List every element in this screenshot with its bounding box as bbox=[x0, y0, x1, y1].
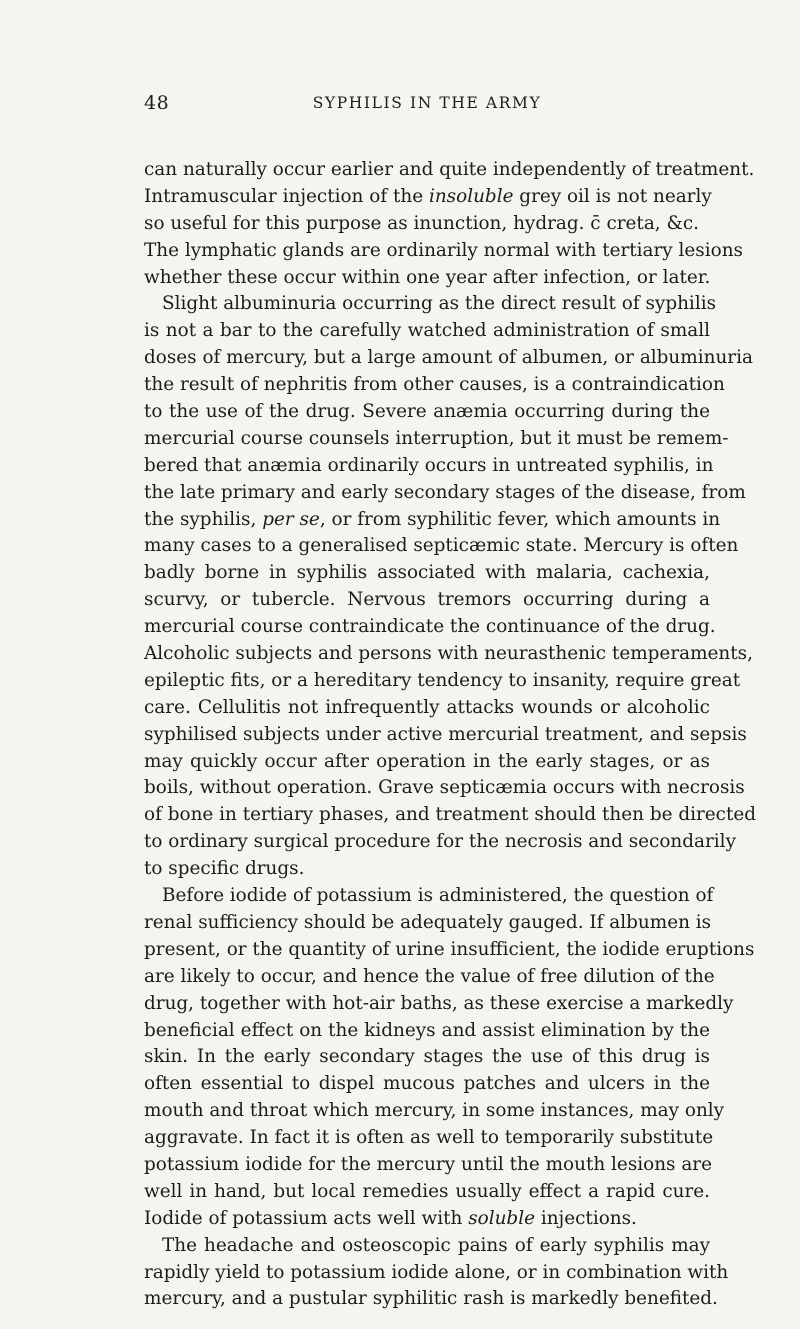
text-line: mouth and throat which mercury, in some instances, may only bbox=[144, 1100, 725, 1122]
text-line: is not a bar to the carefully watched administration of small bbox=[144, 320, 710, 342]
text-line: The headache and osteoscopic pains of early syphilis may bbox=[162, 1234, 710, 1256]
text-line: the late primary and early secondary stages of the disease, from bbox=[144, 481, 746, 503]
text-line: bered that anæmia ordinarily occurs in untreated syphilis, in bbox=[144, 454, 714, 476]
text-line: beneficial effect on the kidneys and assist elimination by the bbox=[144, 1019, 710, 1041]
text-line: to ordinary surgical procedure for the necrosis and secondarily bbox=[144, 831, 736, 853]
text-line: The lymphatic glands are ordinarily normal with tertiary lesions bbox=[144, 239, 743, 261]
text-line: syphilised subjects under active mercurial treatment, and sepsis bbox=[144, 723, 747, 745]
text-line: potassium iodide for the mercury until the mouth lesions are bbox=[144, 1153, 712, 1175]
italic-term: insoluble bbox=[428, 185, 514, 207]
text-line: scurvy, or tubercle. Nervous tremors occurring during a bbox=[144, 589, 710, 611]
italic-term: soluble bbox=[468, 1207, 535, 1229]
text-line: badly borne in syphilis associated with malaria, cachexia, bbox=[144, 562, 710, 584]
text-line: rapidly yield to potassium iodide alone, or in combination with bbox=[144, 1261, 729, 1283]
text-line: Slight albuminuria occurring as the direct result of syphilis bbox=[162, 293, 717, 315]
text-line: aggravate. In fact it is often as well to temporarily substitute bbox=[144, 1127, 714, 1149]
text-line: many cases to a generalised septicæmic state. Mercury is often bbox=[144, 535, 739, 557]
text-line: well in hand, but local remedies usually effect a rapid cure. bbox=[144, 1180, 710, 1202]
page-header bbox=[144, 92, 710, 122]
running-title: SYPHILIS IN THE ARMY bbox=[312, 94, 542, 112]
text-line: are likely to occur, and hence the value of free dilution of the bbox=[144, 965, 715, 987]
italic-term: per se bbox=[262, 508, 320, 530]
text-line: care. Cellulitis not infrequently attacks wounds or alcoholic bbox=[144, 696, 710, 718]
text-line: Iodide of potassium acts well with soluble injections. bbox=[144, 1207, 637, 1229]
text-line: the syphilis, per se, or from syphilitic fever, which amounts in bbox=[144, 508, 721, 530]
text-line: boils, without operation. Grave septicæmia occurs with necrosis bbox=[144, 777, 745, 799]
text-line: mercury, and a pustular syphilitic rash is markedly benefited. bbox=[144, 1288, 718, 1310]
text-line: so useful for this purpose as inunction, hydrag. c̄ creta, &c. bbox=[144, 212, 699, 234]
page-number: 48 bbox=[144, 92, 170, 114]
text-line: renal sufficiency should be adequately gauged. If albumen is bbox=[144, 911, 712, 933]
text-line: doses of mercury, but a large amount of albumen, or albuminuria bbox=[144, 347, 753, 369]
text-line: present, or the quantity of urine insufficient, the iodide eruptions bbox=[144, 938, 755, 960]
text-line: often essential to dispel mucous patches and ulcers in the bbox=[144, 1073, 710, 1095]
text-line: may quickly occur after operation in the early stages, or as bbox=[144, 750, 710, 772]
text-line: Intramuscular injection of the insoluble grey oil is not nearly bbox=[144, 185, 712, 207]
text-line: epileptic fits, or a hereditary tendency to insanity, require great bbox=[144, 669, 741, 691]
body-text bbox=[144, 157, 757, 1313]
text-line: skin. In the early secondary stages the use of this drug is bbox=[144, 1046, 710, 1068]
text-line: to the use of the drug. Severe anæmia occurring during the bbox=[144, 401, 710, 423]
text-line: the result of nephritis from other causes, is a contraindication bbox=[144, 374, 725, 396]
text-line: Alcoholic subjects and persons with neurasthenic temperaments, bbox=[144, 643, 753, 665]
text-line: of bone in tertiary phases, and treatment should then be directed bbox=[144, 804, 757, 826]
text-line: drug, together with hot-air baths, as these exercise a markedly bbox=[144, 992, 734, 1014]
text-line: mercurial course contraindicate the continuance of the drug. bbox=[144, 616, 716, 638]
text-line: mercurial course counsels interruption, but it must be remem- bbox=[144, 427, 729, 449]
text-line: whether these occur within one year after infection, or later. bbox=[144, 266, 711, 288]
text-line: Before iodide of potassium is administered, the question of bbox=[162, 885, 714, 907]
text-line: to specific drugs. bbox=[144, 858, 305, 880]
text-line: can naturally occur earlier and quite independently of treatment. bbox=[144, 159, 755, 180]
